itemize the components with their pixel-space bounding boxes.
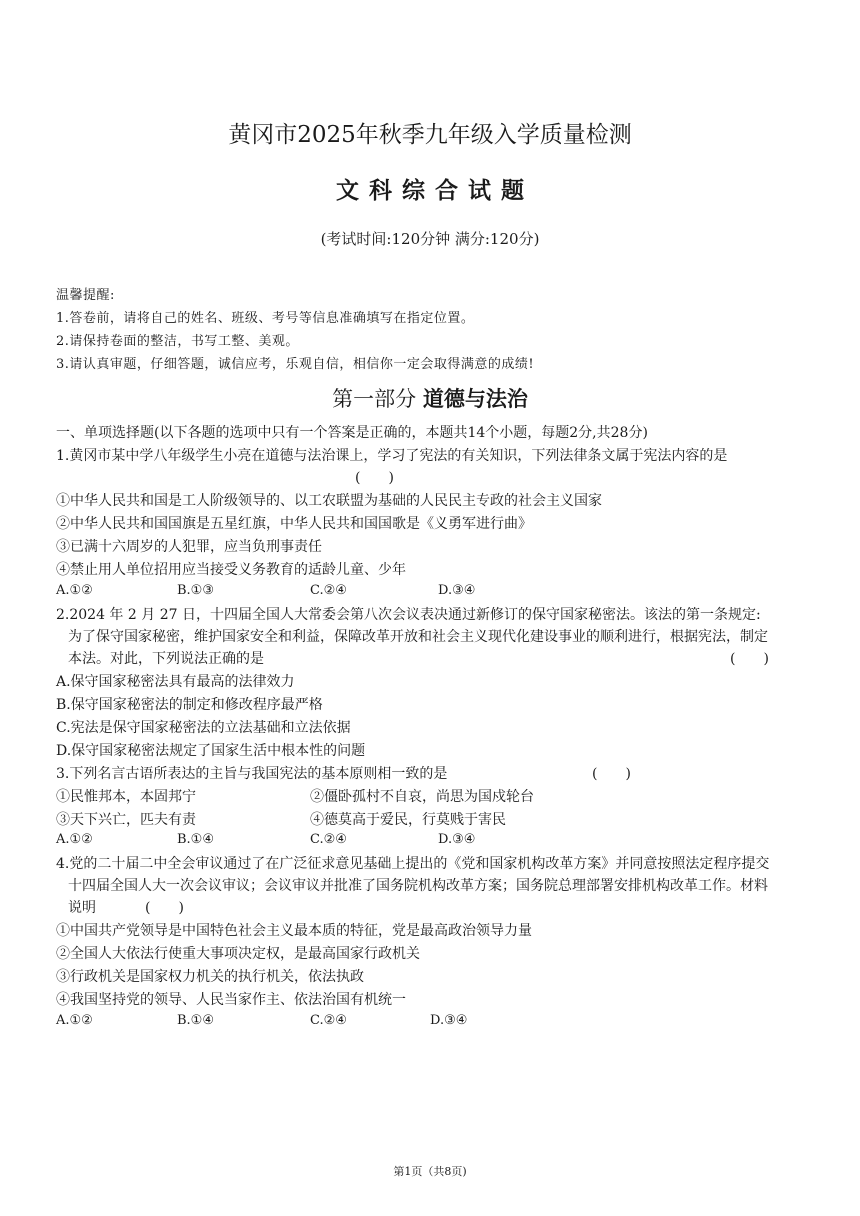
- statement-item: ①中华人民共和国是工人阶级领导的、以工农联盟为基础的人民民主专政的社会主义国家: [56, 493, 602, 509]
- option-a: A.①②: [56, 583, 93, 598]
- option-a: A.保守国家秘密法具有最高的法律效力: [56, 674, 295, 690]
- part-prefix: 第一部分: [332, 387, 423, 411]
- option-a: A.①②: [56, 1013, 93, 1028]
- statement-item: ④我国坚持党的领导、人民当家作主、依法治国有机统一: [56, 992, 406, 1008]
- option-d: D.③④: [438, 583, 476, 598]
- option-b: B.保守国家秘密法的制定和修改程序最严格: [56, 697, 323, 713]
- tip-item: 1.答卷前，请将自己的姓名、班级、考号等信息准确填写在指定位置。: [56, 311, 475, 326]
- option-b: B.①③: [177, 583, 214, 598]
- statement-item: ①中国共产党领导是中国特色社会主义最本质的特征，党是最高政治领导力量: [56, 923, 532, 939]
- question-2-stem-cont: 本法。对此，下列说法正确的是: [68, 651, 264, 667]
- exam-subject-title: 文科综合试题: [336, 177, 534, 204]
- question-2-stem-cont: 为了保守国家秘密，维护国家安全和利益，保障改革开放和社会主义现代化建设事业的顺利进行，根据宪法，制定: [68, 629, 768, 645]
- tips-heading: 温馨提醒:: [56, 288, 115, 303]
- exam-info: (考试时间:120分钟 满分:120分): [320, 230, 540, 248]
- option-b: B.①④: [177, 832, 214, 847]
- option-b: B.①④: [177, 1013, 214, 1028]
- answer-bracket: ( ): [145, 900, 184, 916]
- page-footer: 第1页（共8页): [393, 1165, 467, 1178]
- statement-item: ④禁止用人单位招用应当接受义务教育的适龄儿童、少年: [56, 562, 406, 578]
- question-2-stem: 2.2024 年 2 月 27 日，十四届全国人大常委会第八次会议表决通过新修订的保守国家秘密法。该法的第一条规定:: [56, 607, 761, 623]
- statement-item: ①民惟邦本，本固邦宁: [56, 789, 196, 805]
- statement-item: ④德莫高于爱民，行莫贱于害民: [310, 812, 506, 828]
- option-c: C.②④: [310, 583, 347, 598]
- statement-item: ②僵卧孤村不自哀，尚思为国戍轮台: [310, 789, 534, 805]
- option-c: C.宪法是保守国家秘密法的立法基础和立法依据: [56, 720, 351, 736]
- exam-title: 黄冈市2025年秋季九年级入学质量检测: [228, 122, 632, 148]
- answer-bracket: ( ): [355, 470, 394, 486]
- statement-item: ③行政机关是国家权力机关的执行机关，依法执政: [56, 969, 364, 985]
- statement-item: ②全国人大依法行使重大事项决定权，是最高国家行政机关: [56, 946, 420, 962]
- statement-item: ③天下兴亡，匹夫有责: [56, 812, 196, 828]
- answer-bracket: ( ): [730, 651, 769, 667]
- statement-item: ③已满十六周岁的人犯罪，应当负刑事责任: [56, 539, 322, 555]
- section-heading: 一、单项选择题(以下各题的选项中只有一个答案是正确的，本题共14个小题，每题2分,共28分): [56, 425, 648, 441]
- option-c: C.②④: [310, 832, 347, 847]
- question-4-stem: 4.党的二十届二中全会审议通过了在广泛征求意见基础上提出的《党和国家机构改革方案》并同意按照法定程序提交: [56, 856, 770, 872]
- question-1-stem: 1.黄冈市某中学八年级学生小亮在道德与法治课上，学习了宪法的有关知识，下列法律条文属于宪法内容的是: [56, 448, 728, 464]
- statement-item: ②中华人民共和国国旗是五星红旗，中华人民共和国国歌是《义勇军进行曲》: [56, 516, 532, 532]
- tip-item: 2.请保持卷面的整洁，书写工整、美观。: [56, 334, 299, 349]
- question-4-stem-cont: 说明: [68, 900, 96, 916]
- question-4-stem-cont: 十四届全国人大一次会议审议；会议审议并批准了国务院机构改革方案；国务院总理部署安排机构改革工作。材料: [68, 878, 768, 894]
- option-a: A.①②: [56, 832, 93, 847]
- option-c: C.②④: [310, 1013, 347, 1028]
- part-name: 道德与法治: [422, 386, 528, 411]
- tip-item: 3.请认真审题，仔细答题，诚信应考，乐观自信，相信你一定会取得满意的成绩!: [56, 357, 535, 372]
- option-d: D.③④: [438, 832, 476, 847]
- question-3-stem: 3.下列名言古语所表达的主旨与我国宪法的基本原则相一致的是: [56, 766, 448, 782]
- answer-bracket: ( ): [592, 766, 631, 782]
- part-heading: [0, 383, 860, 413]
- option-d: D.③④: [430, 1013, 468, 1028]
- option-d: D.保守国家秘密法规定了国家生活中根本性的问题: [56, 743, 366, 759]
